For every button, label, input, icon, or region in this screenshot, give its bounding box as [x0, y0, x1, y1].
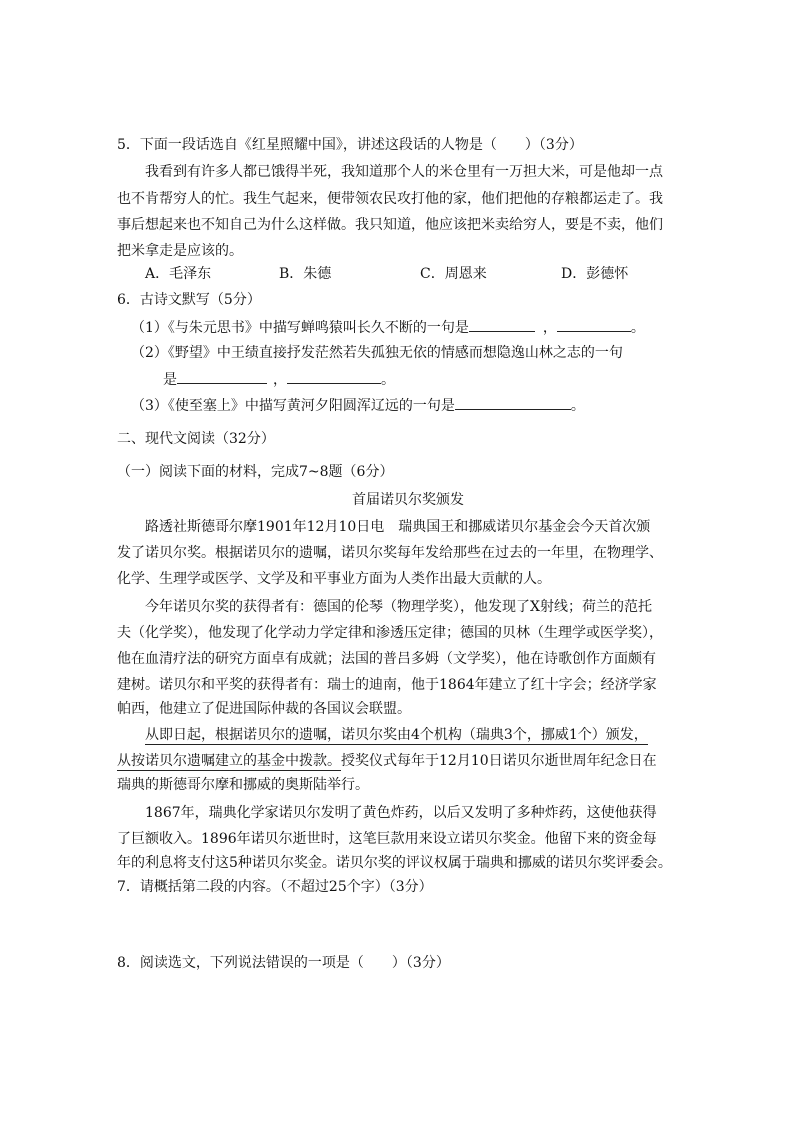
article-line: 年的利息将支付这5种诺贝尔奖金。诺贝尔奖的评议权属于瑞典和挪威的诺贝尔奖评委会。 [117, 855, 672, 871]
q6-item-2-line-1: （2）《野望》中王绩直接抒发茫然若失孤独无依的情感而想隐逸山林之志的一句 [131, 345, 623, 361]
question-8: 8．阅读选文，下列说法错误的一项是（ ）（3分） [117, 955, 450, 971]
comma: ， [273, 372, 287, 388]
period: 。 [570, 398, 585, 414]
period: 。 [630, 320, 645, 336]
article-title: 首届诺贝尔奖颁发 [352, 492, 464, 508]
q5-option-b: B．朱德 [279, 266, 332, 282]
period: 。 [381, 372, 395, 388]
article-line: 化学、生理学或医学、文学及和平事业方面为人类作出最大贡献的人。 [117, 571, 551, 587]
section-heading: 二、现代文阅读（32分） [117, 431, 275, 447]
underlined-sentence: 从即日起，根据诺贝尔的遗嘱，诺贝尔奖由4个机构（瑞典3个，挪威1个）颁发， [145, 727, 648, 743]
q6-item-1-text: （1）《与朱元思书》中描写蝉鸣猿叫长久不断的一句是 [131, 320, 469, 336]
q5-passage-line: 事后想起来也不知自己为什么这样做。我只知道，他应该把米卖给穷人，要是不卖，他们 [117, 217, 663, 233]
article-line: 他在血清疗法的研究方面卓有成就；法国的普吕多姆（文学奖），他在诗歌创作方面颇有 [117, 651, 656, 667]
q5-stem: 5．下面一段话选自《红星照耀中国》，讲述这段话的人物是（ ）（3分） [117, 137, 583, 153]
article-line [117, 751, 657, 771]
article-line: 路透社斯德哥尔摩1901年12月10日电 瑞典国王和挪威诺贝尔基金会今天首次颁 [145, 519, 651, 535]
article-line: 1867年，瑞典化学家诺贝尔发明了黄色炸药，以后又发明了多种炸药，这使他获得 [145, 805, 657, 821]
answer-blank[interactable] [177, 369, 267, 384]
comma: ， [542, 320, 557, 336]
answer-blank[interactable] [557, 317, 631, 332]
q5-option-c: C．周恩来 [420, 266, 487, 282]
article-line: 夫（化学奖），他发现了化学动力学定律和渗透压定律；德国的贝林（生理学或医学奖）， [117, 625, 663, 641]
article-text: 授奖仪式每年于12月10日诺贝尔逝世周年纪念日在 [341, 753, 657, 769]
question-7: 7．请概括第二段的内容。（不超过25个字）（3分） [117, 879, 433, 895]
q5-option-d: D．彭德怀 [561, 266, 629, 282]
q5-passage-line: 也不肯帮穷人的忙。我生气起来，便带领农民攻打他的家，他们把他的存粮都运走了。我 [117, 191, 663, 207]
q5-passage-line: 我看到有许多人都已饿得半死，我知道那个人的米仓里有一万担大米，可是他却一点 [145, 164, 663, 180]
q6-item-2-line-2 [163, 369, 395, 390]
q6-stem: 6．古诗文默写（5分） [117, 292, 261, 308]
article-line: 发了诺贝尔奖。根据诺贝尔的遗嘱，诺贝尔奖每年发给那些在过去的一年里，在物理学、 [117, 545, 663, 561]
q6-item-2-text: 是 [163, 372, 177, 388]
answer-blank[interactable] [287, 369, 381, 384]
q6-item-1 [131, 317, 645, 338]
sub-heading: （一）阅读下面的材料，完成7~8题（6分） [117, 464, 394, 480]
q5-passage-line: 把米拿走是应该的。 [117, 243, 243, 259]
underlined-sentence: 从按诺贝尔遗嘱建立的基金中拨款。 [117, 753, 341, 769]
article-line [145, 725, 648, 745]
q5-option-a: A．毛泽东 [145, 266, 212, 282]
article-line: 帕西，他建立了促进国际仲裁的各国议会联盟。 [117, 701, 411, 717]
answer-blank[interactable] [469, 317, 535, 332]
article-line: 今年诺贝尔奖的获得者有：德国的伦琴（物理学奖），他发现了X射线；荷兰的范托 [145, 599, 652, 615]
article-line: 建树。诺贝尔和平奖的获得者有：瑞士的迪南，他于1864年建立了红十字会；经济学家 [117, 677, 657, 693]
answer-blank[interactable] [455, 395, 571, 410]
q6-item-3 [131, 395, 585, 416]
article-line: 了巨额收入。1896年诺贝尔逝世时，这笔巨款用来设立诺贝尔奖金。他留下来的资金每 [117, 831, 657, 847]
q6-item-3-text: （3）《使至塞上》中描写黄河夕阳圆浑辽远的一句是 [131, 398, 455, 414]
article-line: 瑞典的斯德哥尔摩和挪威的奥斯陆举行。 [117, 777, 369, 793]
